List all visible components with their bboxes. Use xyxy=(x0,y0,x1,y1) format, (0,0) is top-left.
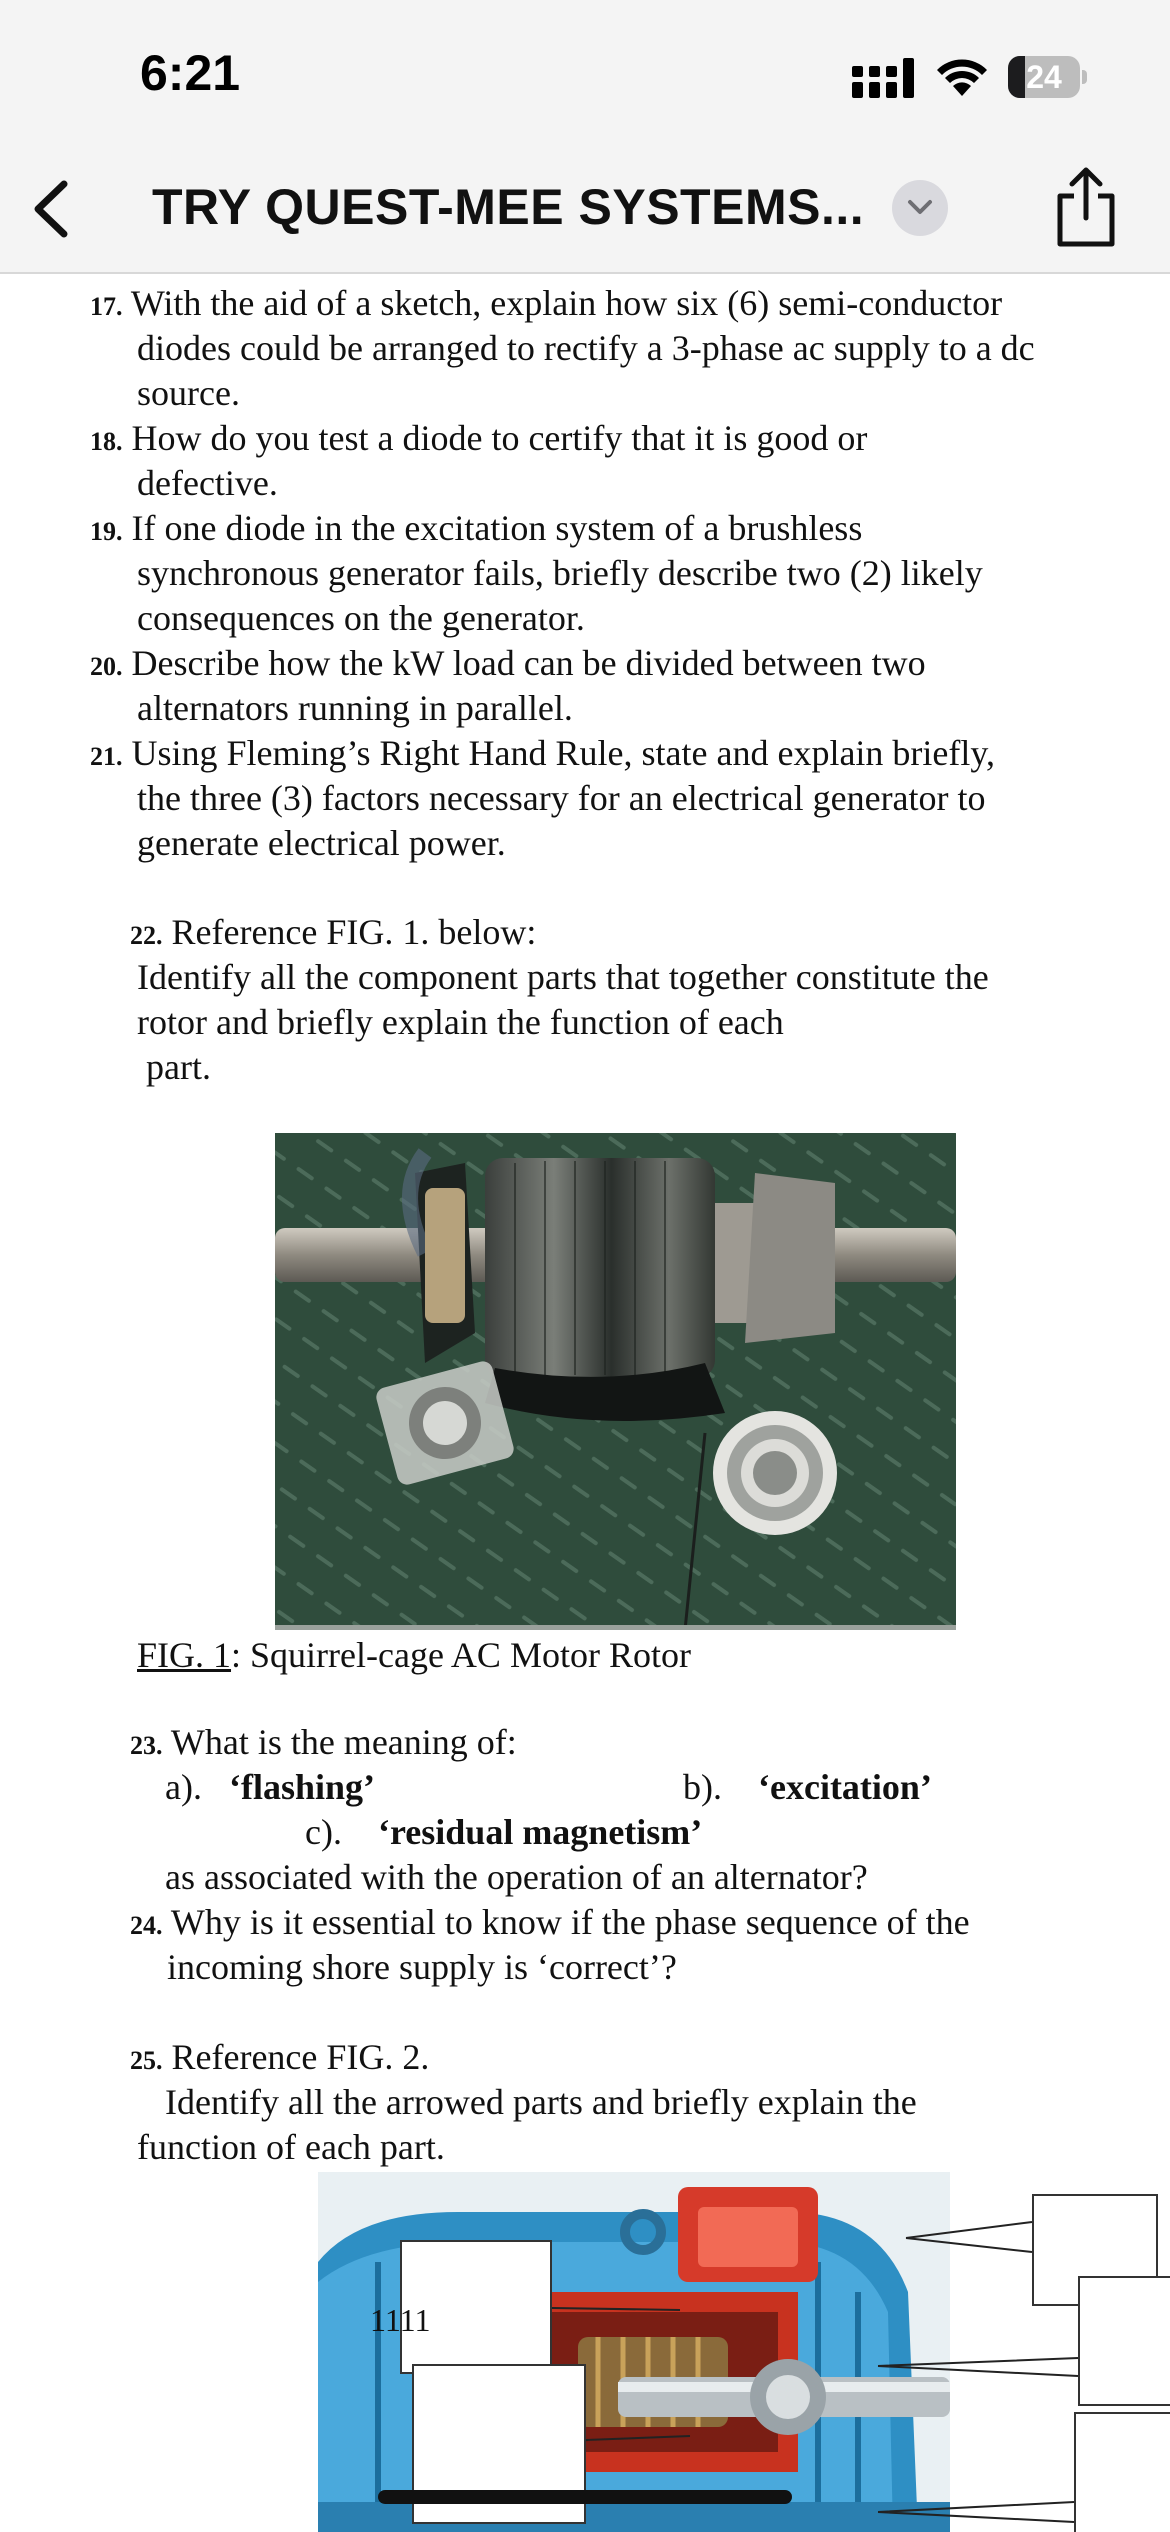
question-21: 21. Using Fleming’s Right Hand Rule, state and explain briefly, xyxy=(90,733,996,773)
back-button[interactable] xyxy=(20,174,90,244)
question-20-line-2: alternators running in parallel. xyxy=(137,688,573,728)
bearing-right xyxy=(713,1411,837,1535)
cellular-signal-icon xyxy=(852,58,916,98)
question-24: 24. Why is it essential to know if the phase sequence of the xyxy=(130,1902,970,1942)
question-22: 22. Reference FIG. 1. below: xyxy=(130,912,537,952)
status-time: 6:21 xyxy=(140,45,241,101)
fig1-caption: FIG. 1: Squirrel-cage AC Motor Rotor xyxy=(137,1635,691,1675)
question-17-line-3: source. xyxy=(137,373,240,413)
question-22-line-2: Identify all the component parts that together constitute the xyxy=(137,957,989,997)
fig2-label-box-text: 1111 xyxy=(370,2302,431,2338)
question-22-line-3: rotor and briefly explain the function of each xyxy=(137,1002,784,1042)
fig2-leader-lines xyxy=(0,2160,1170,2532)
question-23-option-c: c). ‘residual magnetism’ xyxy=(305,1812,703,1852)
question-19-line-3: consequences on the generator. xyxy=(137,598,585,638)
wifi-icon xyxy=(936,56,988,96)
question-23-outro: as associated with the operation of an alternator? xyxy=(165,1857,868,1897)
question-25-line-3: function of each part. xyxy=(137,2127,445,2167)
question-21-line-2: the three (3) factors necessary for an electrical generator to xyxy=(137,778,986,818)
question-20: 20. Describe how the kW load can be divided between two xyxy=(90,643,926,683)
question-21-line-3: generate electrical power. xyxy=(137,823,506,863)
battery-icon xyxy=(1008,56,1088,98)
status-bar xyxy=(0,0,1170,150)
question-23: 23. What is the meaning of: xyxy=(130,1722,517,1762)
question-18: 18. How do you test a diode to certify that it is good or xyxy=(90,418,868,458)
document-title[interactable]: TRY QUEST-MEE SYSTEMS... xyxy=(152,179,865,235)
question-23-option-b: b). ‘excitation’ xyxy=(683,1767,932,1807)
fig1-rotor-photo xyxy=(275,1133,956,1630)
title-menu-button[interactable] xyxy=(892,180,948,236)
question-24-line-2: incoming shore supply is ‘correct’? xyxy=(167,1947,677,1987)
question-25-line-2: Identify all the arrowed parts and briefly explain the xyxy=(165,2082,917,2122)
chevron-down-icon xyxy=(906,196,934,220)
question-19: 19. If one diode in the excitation system of a brushless xyxy=(90,508,863,548)
question-23-option-a: a). ‘flashing’ xyxy=(165,1767,375,1807)
battery-level: 24 xyxy=(1026,59,1062,95)
question-22-line-4: part. xyxy=(146,1047,211,1087)
question-17-line-2: diodes could be arranged to rectify a 3-phase ac supply to a dc xyxy=(137,328,1035,368)
nav-bar xyxy=(0,150,1170,274)
document-viewer[interactable] xyxy=(0,274,1170,2532)
home-indicator[interactable] xyxy=(378,2490,792,2504)
question-25: 25. Reference FIG. 2. xyxy=(130,2037,430,2077)
question-19-line-2: synchronous generator fails, briefly describe two (2) likely xyxy=(137,553,983,593)
question-18-line-2: defective. xyxy=(137,463,278,503)
share-button[interactable] xyxy=(1050,166,1122,250)
question-17: 17. With the aid of a sketch, explain how six (6) semi-conductor xyxy=(90,283,1003,323)
